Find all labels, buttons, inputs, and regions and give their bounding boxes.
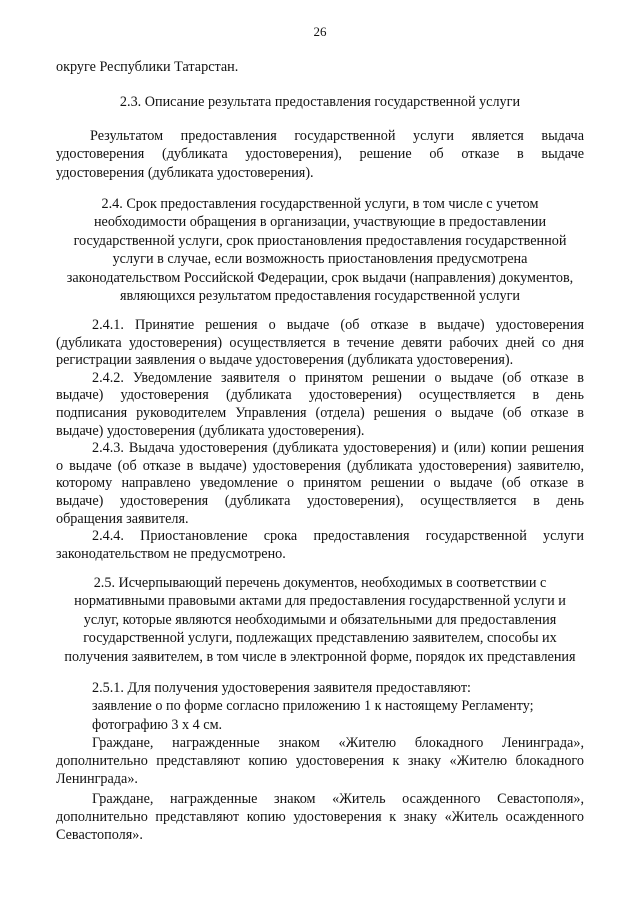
heading-line: 2.4. Срок предоставления государственной услуги, в том числе с учетом [101, 196, 539, 212]
continued-line [56, 58, 238, 76]
page-number: 26 [313, 24, 327, 39]
paragraph-2-5-1 [92, 679, 534, 734]
text-line: Ленинграда». [56, 771, 138, 788]
text-line: дополнительно представляют копию удостоверения к знаку «Житель осажденного [56, 809, 584, 826]
text-line: выдаче) удостоверения (дубликата удостоверения). [56, 422, 365, 439]
section-heading: 2.3. Описание результата предоставления государственной услуги [119, 94, 521, 110]
text-line: (дубликата удостоверения) осуществляется в течение девяти рабочих дней со дня [56, 334, 584, 351]
text-line: заявление о по форме согласно приложению 1 к настоящему Регламенту; [92, 698, 534, 715]
text-line: Граждане, награжденные знаком «Житель осажденного Севастополя», [92, 791, 584, 807]
section-2-4-body [56, 317, 584, 563]
text-line: Результатом предоставления государственной услуги является выдача [90, 128, 584, 144]
heading-line: необходимости обращения в организации, участвующие в предоставлении [93, 214, 547, 231]
text-line: 2.4.4. Приостановление срока предоставления государственной услуги [92, 528, 584, 545]
text-line: выдаче) удостоверения (дубликата удостоверения), осуществляется в день [56, 492, 584, 509]
text-line: 2.4.3. Выдача удостоверения (дубликата удостоверения) и (или) копии решения [92, 440, 584, 457]
paragraph-leningrad [56, 734, 584, 789]
heading-line: нормативными правовыми актами для предоставления государственной услуги и [74, 593, 566, 610]
text-line: выдаче) удостоверения (дубликата удостоверения) осуществляется в день [56, 387, 584, 404]
heading-line: государственной услуги, срок приостановления предоставления государственной [73, 232, 567, 249]
heading-line: услуг, которые являются необходимыми и обязательными для предоставления [83, 611, 557, 628]
heading-line: 2.5. Исчерпывающий перечень документов, необходимых в соответствии с [93, 575, 547, 591]
text-line: Севастополя». [56, 827, 143, 844]
heading-line: являющихся результатом предоставления государственной услуги [119, 288, 521, 305]
text-line: 2.4.2. Уведомление заявителя о принятом решении о выдаче (об отказе в [92, 369, 584, 386]
text-line: о выдаче (об отказе в выдаче) удостоверения (дубликата удостоверения) заявителю, [56, 457, 584, 474]
text-line: законодательством не предусмотрено. [56, 545, 286, 562]
section-2-3-heading [56, 93, 584, 111]
text-line: округе Республики Татарстан. [56, 59, 239, 75]
text-line: 2.5.1. Для получения удостоверения заявителя предоставляют: [92, 680, 471, 696]
text-line: регистрации заявления о выдаче удостоверения (дубликата удостоверения). [56, 352, 514, 369]
paragraph-sevastopol [56, 790, 584, 845]
text-line: удостоверения (дубликата удостоверения), решение об отказе в выдаче [56, 146, 584, 163]
section-2-3-paragraph [56, 127, 584, 182]
text-line: фотографию 3 х 4 см. [92, 716, 223, 733]
text-line: которому направлено уведомление о принятом решении о выдаче (об отказе в [56, 475, 584, 492]
text-line: удостоверения (дубликата удостоверения). [56, 164, 314, 181]
heading-line: государственной услуги, подлежащих представлению заявителем, способы их [83, 630, 557, 647]
text-line: дополнительно представляют копию удостоверения к знаку «Жителю блокадного [56, 753, 584, 770]
text-line: 2.4.1. Принятие решения о выдаче (об отказе в выдаче) удостоверения [92, 317, 584, 333]
section-2-4-heading [50, 195, 590, 305]
text-line: обращения заявителя. [56, 510, 189, 527]
heading-line: услуги в случае, если возможность приостановления предусмотрена [112, 251, 528, 268]
heading-line: получения заявителем, в том числе в электронной форме, порядок их представления [64, 648, 576, 665]
heading-line: законодательством Российской Федерации, срок выдачи (направления) документов, [66, 269, 574, 286]
text-line: Граждане, награжденные знаком «Жителю блокадного Ленинграда», [92, 735, 584, 751]
text-line: подписания руководителем Управления (отдела) решения о выдаче (об отказе в [56, 404, 584, 421]
section-2-5-heading [50, 574, 590, 666]
